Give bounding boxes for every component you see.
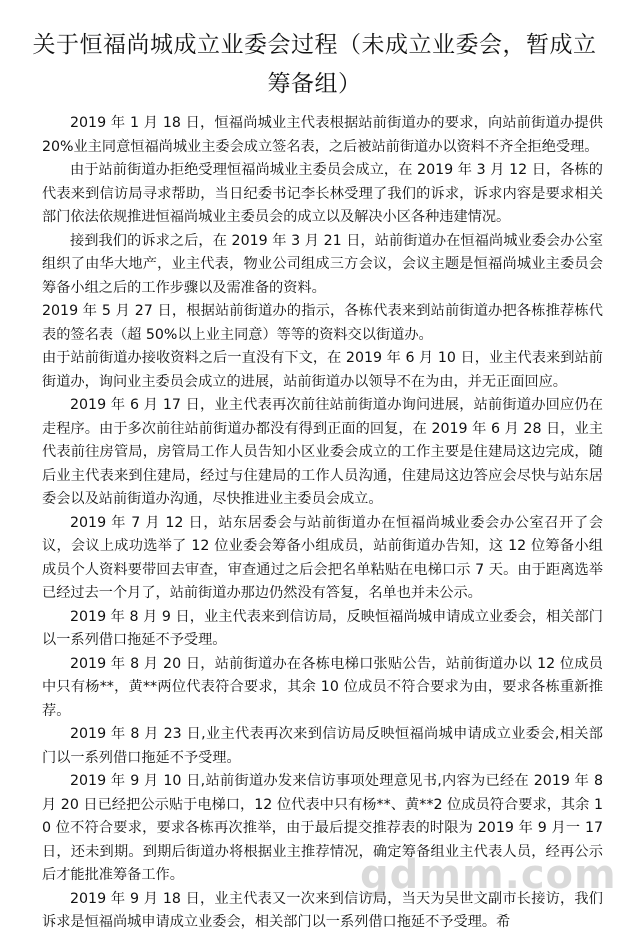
- site-watermark: gdmm.com: [360, 852, 617, 898]
- body-paragraph: 2019 年 1 月 18 日，恒福尚城业主代表根据站前街道办的要求，向站前街道办提供 20%业主同意恒福尚城业主委会成立签名表，之后被站前街道办以资料不齐全拒绝受理。: [42, 115, 603, 155]
- body-paragraph: 2019 年 8 月 9 日，业主代表来到信访局，反映恒福尚城申请成立业委会，相关部门以一系列借口拖延不予受理。: [42, 608, 603, 648]
- body-paragraph: 2019 年 6 月 17 日，业主代表再次前往站前街道办询问进展，站前街道办回应仍在走程序。由于多次前往站前街道办都没有得到正面的回复，在 2019 年 6 月 28 日，业主代表前往房管局，房管局工作人员告知小区业委会成立的工作主要是住建局这边完成，随后业主代表来到住建局，经过与住建局的工作人员沟通，住建局这边答应会尽快与站东居委会以及站前街道办沟通，尽快推进业主委员会成立。: [42, 397, 603, 507]
- body-paragraph: 2019 年 9 月 18 日，业主代表又一次来到信访局，当天为吴世文副市长接访，我们诉求是恒福尚城申请成立业委会，相关部门以一系列借口拖延不予受理。希: [42, 890, 603, 930]
- body-paragraph: 2019 年 9 月 10 日,站前街道办发来信访事项处理意见书,内容为已经在 2019 年 8 月 20 日已经把公示贴于电梯口，12 位代表中只有杨**、黄**2 位成员符合要求，其余 10 位不符合要求，要求各栋再次推举，由于最后提交推荐表的时限为 2019 年 9 月一 17 日，还未到期。到期后街道办将根据业主推荐情况，确定筹备组业主代表人员，经再公示后才能批准筹备工作。: [42, 773, 603, 883]
- document-body: [0, 104, 629, 935]
- body-paragraph: 2019 年 5 月 27 日，根据站前街道办的指示，各栋代表来到站前街道办把各栋推荐栋代表的签名表（超 50%以上业主同意）等等的资料交以街道办。: [42, 303, 603, 343]
- body-paragraph: 2019 年 8 月 20 日，站前街道办在各栋电梯口张贴公告，站前街道办以 12 位成员中只有杨**，黄**两位代表符合要求，其余 10 位成员不符合要求为由，要求各栋重新推荐。: [42, 655, 603, 719]
- body-paragraph: 由于站前街道办接收资料之后一直没有下文，在 2019 年 6 月 10 日，业主代表来到站前街道办，询问业主委员会成立的进展，站前街道办以领导不在为由，并无正面回应。: [42, 350, 603, 390]
- document-title: 关于恒福尚城成立业委会过程（未成立业委会，暂成立筹备组）: [32, 32, 597, 97]
- body-paragraph: 2019 年 7 月 12 日，站东居委会与站前街道办在恒福尚城业委会办公室召开了会议，会议上成功选举了 12 位业委会筹备小组成员，站前街道办告知，这 12 位筹备小组成员个人资料要带回去审查，审查通过之后会把名单粘贴在电梯口示 7 天。由于距离选举已经过去一个月了，站前街道办那边仍然没有答复，名单也并未公示。: [42, 514, 603, 601]
- body-paragraph: 2019 年 8 月 23 日,业主代表再次来到信访局反映恒福尚城申请成立业委会,相关部门以一系列借口拖延不予受理。: [42, 726, 603, 766]
- body-paragraph: 由于站前街道办拒绝受理恒福尚城业主委员会成立，在 2019 年 3 月 12 日，各栋的代表来到信访局寻求帮助，当日纪委书记李长林受理了我们的诉求，诉求内容是要求相关部门依法依规推进恒福尚城业主委员会的成立以及解决小区各种违建情况。: [42, 162, 603, 225]
- body-paragraph: 接到我们的诉求之后，在 2019 年 3 月 21 日，站前街道办在恒福尚城业委会办公室组织了由华大地产，业主代表，物业公司组成三方会议，会议主题是恒福尚城业主委员会筹备小组之后的工作步骤以及需准备的资料。: [42, 232, 603, 296]
